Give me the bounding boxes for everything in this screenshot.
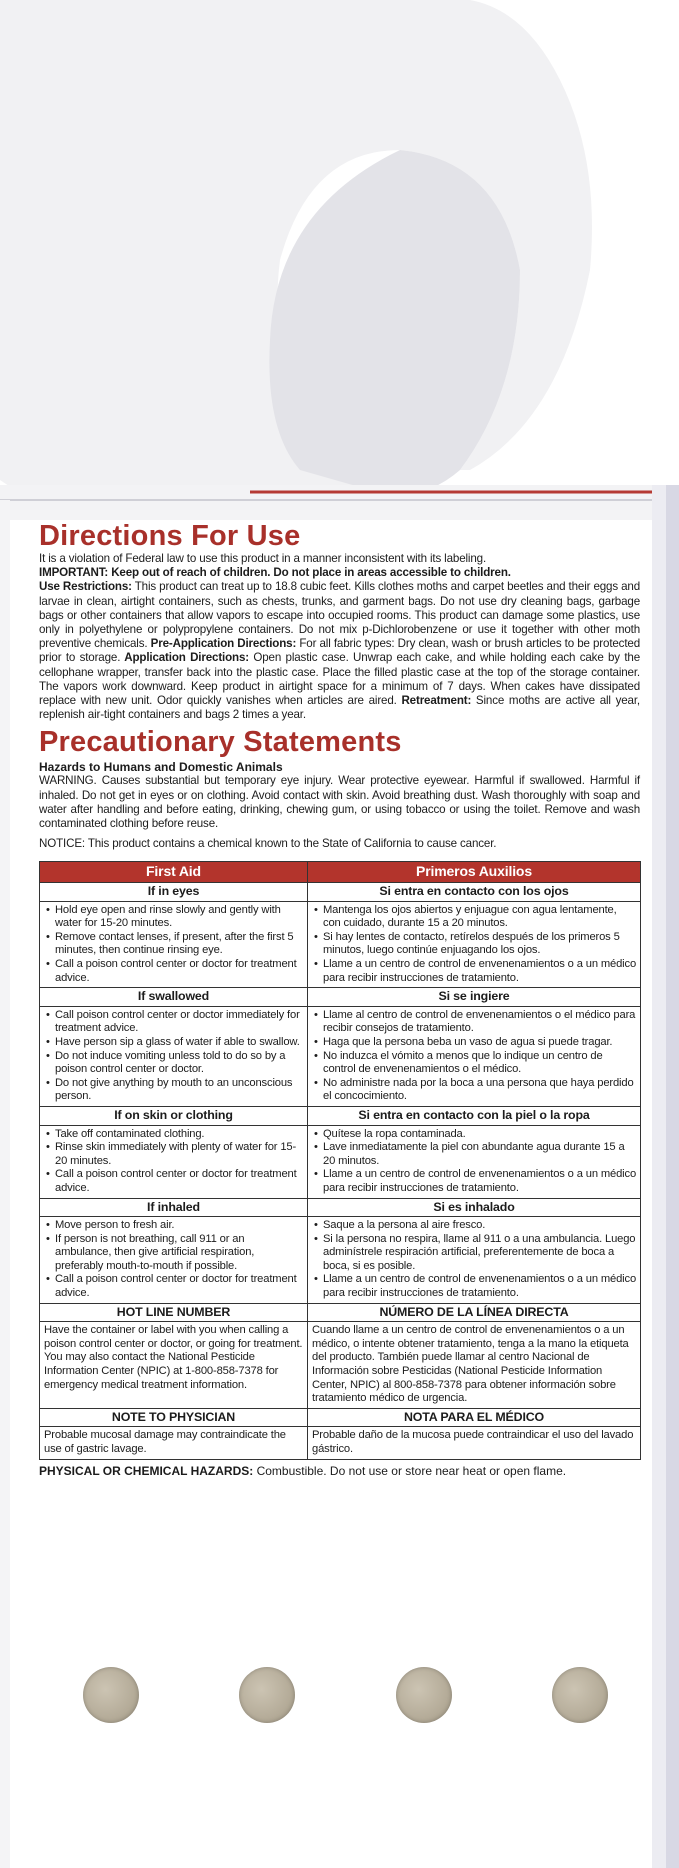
section-skin-en: If on skin or clothing <box>40 1106 308 1125</box>
list-item: • Call poison control center or doctor immediately for treatment advice. <box>55 1009 303 1036</box>
list-item: • Si la persona no respira, llame al 911 o a una ambulancia. Luego adminístrele respiración artificial, preferentemente de boca a boca, si es posible. <box>323 1233 636 1274</box>
vent-hole-1 <box>83 1667 139 1723</box>
list-item: • Move person to fresh air. <box>55 1219 303 1233</box>
list-item: • Saque a la persona al aire fresco. <box>323 1219 636 1233</box>
list-item: • Rinse skin immediately with plenty of water for 15-20 minutes. <box>55 1141 303 1168</box>
section-hotline-es: NÚMERO DE LA LÍNEA DIRECTA <box>308 1303 641 1322</box>
notice-text: NOTICE: This product contains a chemical known to the State of California to cause cancer. <box>39 837 497 851</box>
list-item: • Quítese la ropa contaminada. <box>323 1128 636 1142</box>
section-hotline-en: HOT LINE NUMBER <box>40 1303 308 1322</box>
list-item: • Remove contact lenses, if present, after the first 5 minutes, then continue rinsing eye. <box>55 931 303 958</box>
list-item: • If person is not breathing, call 911 or an ambulance, then give artificial respiration, preferably mouth-to-mouth if possible. <box>55 1233 303 1274</box>
swallowed-list-en <box>44 1009 303 1104</box>
warning-text: WARNING. Causes substantial but temporary eye injury. Wear protective eyewear. Harmful if swallowed. Harmful if inhaled. Do not get in eyes or on clothing. Avoid contact with skin. Avoid breathing dust. Wash thoroughly with soap and water after handling and before eating, drinking, chewing gum, or using tobacco or using the toilet. Remove and wash contaminated clothing before reuse. <box>39 774 640 831</box>
section-physician-en: NOTE TO PHYSICIAN <box>40 1408 308 1427</box>
list-item: • Si hay lentes de contacto, retírelos después de los primeros 5 minutos, luego continúe enjuagando los ojos. <box>323 931 636 958</box>
physical-hazards-text: PHYSICAL OR CHEMICAL HAZARDS: Combustible. Do not use or store near heat or open flame. <box>39 1463 567 1478</box>
skin-list-en <box>44 1128 303 1196</box>
list-item: • Call a poison control center or doctor for treatment advice. <box>55 958 303 985</box>
vent-hole-4 <box>552 1667 608 1723</box>
section-swallowed-en: If swallowed <box>40 988 308 1007</box>
hotline-text-es: Cuando llame a un centro de control de envenenamientos o a un médico, o intente obtener tratamiento, tenga a la mano la etiqueta del producto. También puede llamar al centro Nacional de Información sobre Pesticidas (National Pesticide Information Center, NPIC) al 800-858-7378 para obtener información sobre tratamiento médico de urgencia. <box>308 1322 641 1409</box>
inhaled-list-es <box>312 1219 636 1301</box>
hotline-text-en: Have the container or label with you when calling a poison control center or doctor, or going for treatment. You may also contact the National Pesticide Information Center (NPIC) at 1-800-858-7378 for emergency medical treatment information. <box>40 1322 308 1409</box>
physician-text-es: Probable daño de la mucosa puede contraindicar el uso del lavado gástrico. <box>308 1427 641 1459</box>
list-item: • Hold eye open and rinse slowly and gently with water for 15-20 minutes. <box>55 904 303 931</box>
swallowed-list-es <box>312 1009 636 1104</box>
section-inhaled-en: If inhaled <box>40 1198 308 1217</box>
use-directions-text: Use Restrictions: This product can treat up to 18.8 cubic feet. Kills clothes moths and carpet beetles and their eggs and larvae in clean, airtight containers, such as chests, trunks, and garment bags. Do not use dry cleaning bags, garbage bags or other containers that allow vapors to escape into occupied rooms. This product can damage some plastics, use only in polyethylene or polypropylene containers. Do not mix p-Dichlorobenzene or use it together with other moth preventive chemicals. Pre-Application Directions: For all fabric types: Dry clean, wash or brush articles to be protected prior to storage. Application Directions: Open plastic case. Unwrap each cake, and while holding each cake by the cellophane wrapper, transfer back into the plastic case. Place the filled plastic case at the top of the storage container. The vapors work downward. Keep product in airtight space for a minimum of 7 days. When cakes have dissipated replace with new unit. Odor quickly vanishes when articles are aired. Retreatment: Since moths are active all year, replenish air-tight containers and bags 2 times a year. <box>39 580 641 722</box>
violation-text: It is a violation of Federal law to use this product in a manner inconsistent with its labeling. <box>39 552 487 565</box>
label-panel <box>39 520 640 1479</box>
section-eyes-en: If in eyes <box>40 883 308 902</box>
section-physician-es: NOTA PARA EL MÉDICO <box>308 1408 641 1427</box>
skin-list-es <box>312 1128 636 1196</box>
eyes-list-es <box>312 904 636 986</box>
directions-title: Directions For Use <box>39 520 301 552</box>
list-item: • No administre nada por la boca a una persona que haya perdido el concocimiento. <box>323 1077 636 1104</box>
section-skin-es: Si entra en contacto con la piel o la ropa <box>308 1106 641 1125</box>
section-eyes-es: Si entra en contacto con los ojos <box>308 883 641 902</box>
eyes-list-en <box>44 904 303 986</box>
list-item: • No induzca el vómito a menos que lo indique un centro de control de envenenamientos o el médico. <box>323 1050 636 1077</box>
list-item: • Llame al centro de control de envenenamientos o el médico para recibir consejos de tratamiento. <box>323 1009 636 1036</box>
list-item: • Mantenga los ojos abiertos y enjuague con agua lentamente, con cuidado, durante 15 a 20 minutos. <box>323 904 636 931</box>
section-inhaled-es: Si es inhalado <box>308 1198 641 1217</box>
list-item: • Haga que la persona beba un vaso de agua si puede tragar. <box>323 1036 636 1050</box>
primeros-auxilios-header: Primeros Auxilios <box>308 862 641 883</box>
precautionary-title: Precautionary Statements <box>39 726 402 759</box>
list-item: • Have person sip a glass of water if able to swallow. <box>55 1036 303 1050</box>
vent-hole-2 <box>239 1667 295 1723</box>
list-item: • Llame a un centro de control de envenenamientos o a un médico para recibir instrucciones de tratamiento. <box>323 1273 636 1300</box>
inhaled-list-en <box>44 1219 303 1301</box>
hazards-heading: Hazards to Humans and Domestic Animals <box>39 760 283 775</box>
section-swallowed-es: Si se ingiere <box>308 988 641 1007</box>
list-item: • Llame a un centro de control de envenenamientos o a un médico para recibir instrucciones de tratamiento. <box>323 958 636 985</box>
list-item: • Call a poison control center or doctor for treatment advice. <box>55 1168 303 1195</box>
first-aid-table <box>39 861 641 1459</box>
list-item: • Lave inmediatamente la piel con abundante agua durante 15 a 20 minutos. <box>323 1141 636 1168</box>
first-aid-header: First Aid <box>40 862 308 883</box>
list-item: • Llame a un centro de control de envenenamientos o a un médico para recibir instrucciones de tratamiento. <box>323 1168 636 1195</box>
list-item: • Call a poison control center or doctor for treatment advice. <box>55 1273 303 1300</box>
list-item: • Do not give anything by mouth to an unconscious person. <box>55 1077 303 1104</box>
list-item: • Do not induce vomiting unless told to do so by a poison control center or doctor. <box>55 1050 303 1077</box>
physician-text-en: Probable mucosal damage may contraindicate the use of gastric lavage. <box>40 1427 308 1459</box>
list-item: • Take off contaminated clothing. <box>55 1128 303 1142</box>
vent-hole-3 <box>396 1667 452 1723</box>
important-text: IMPORTANT: Keep out of reach of children. Do not place in areas accessible to children. <box>39 566 511 580</box>
